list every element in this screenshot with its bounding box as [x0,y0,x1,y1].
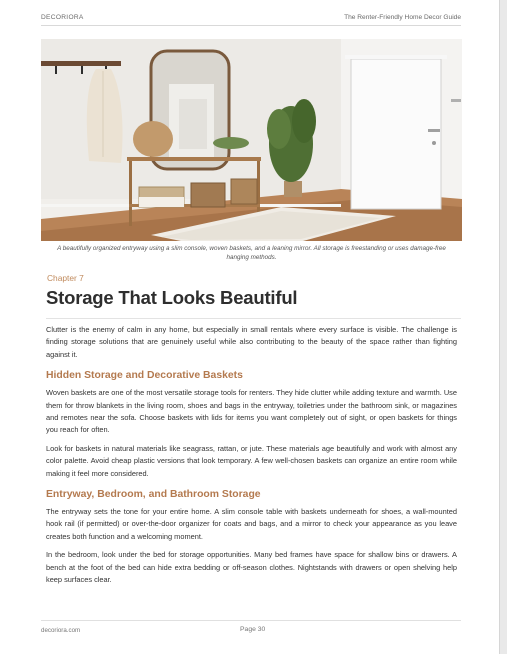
running-footer [41,620,461,634]
photo-caption: A beautifully organized entryway using a slim console, woven baskets, and a leaning mirror. All storage is freestanding or uses damage-free hanging methods. [57,245,446,261]
entryway-paragraph-1: The entryway sets the tone for your entire home. A slim console table with baskets underneath for shoes, a wall-mounted hook rail (if permitted) or over-the-door organizer for coats and bags, and a mirror to check your appearance as you leave creates both function and a welcoming moment. [46,507,457,541]
baskets-paragraph-1: Woven baskets are one of the most versatile storage tools for renters. They hide clutter while adding texture and warmth. Use them for throw blankets in the living room, shoes and bags in the entryway, toiletries under the bathroom sink, or magazines and remotes near the sofa. Choose baskets with lids for items you want completely out of sight, or open baskets for things you reach for often. [46,388,457,435]
header-brand: DECORIORA [41,14,84,21]
title-divider [46,318,461,319]
chapter-body [46,324,457,593]
chapter-label: Chapter 7 [47,273,84,283]
chapter-title: Storage That Looks Beautiful [46,287,298,308]
running-header [41,14,461,26]
entryway-paragraph-2: In the bedroom, look under the bed for storage opportunities. Many bed frames have space for shallow bins or drawers. A bench at the foot of the bed can hide extra bedding or off-season clothes. Nightstands with drawers or open shelving help keep surfaces clear. [46,550,457,585]
entryway-photo [41,39,462,241]
page-number: Page 30 [240,626,266,633]
section-heading-entryway: Entryway, Bedroom, and Bathroom Storage [46,489,261,501]
section-heading-baskets: Hidden Storage and Decorative Baskets [46,370,243,382]
intro-paragraph: Clutter is the enemy of calm in any home, but especially in small rentals where every surface is visible. The challenge is finding storage solutions that are genuinely useful while also contributing to the beauty of the space rather than fighting against it. [46,325,457,359]
baskets-paragraph-2: Look for baskets in natural materials like seagrass, rattan, or jute. These materials age beautifully and work with almost any color palette. Avoid cheap plastic versions that look temporary. A few well-chosen baskets can organize an entire room while making it feel more considered. [46,443,457,478]
header-guide-title: The Renter-Friendly Home Decor Guide [344,14,461,21]
footer-site: decoriora.com [41,627,81,634]
